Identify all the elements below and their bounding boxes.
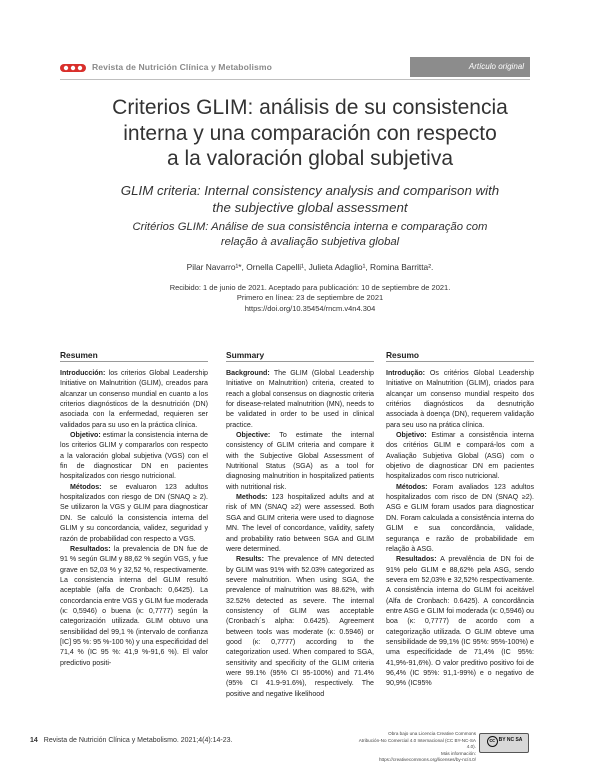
article-type-tag: Artículo original [410, 57, 530, 77]
page-header [60, 57, 530, 83]
license-text [358, 731, 476, 764]
title-portuguese [60, 220, 560, 249]
column-rule [226, 361, 374, 362]
title-en-line: GLIM criteria: Internal consistency analysis and comparison with [120, 183, 500, 198]
license-line: Atribución-No Comercial 4.0 Internacional (CC BY-NC-SA 4.0). [358, 737, 476, 750]
cc-icon: cc [487, 736, 498, 747]
citation: Revista de Nutrición Clínica y Metabolismo. 2021;4(4):14-23. [43, 737, 233, 744]
summary-column: Background: The GLIM (Global Leadership Initiative on Malnutrition) criteria, created to reach a global consensus on diagnostic criteria for disease-related malnutrition (MN), needs to be validated in order to be used in clinical practice. Objective: To estimate the internal consistency of GLIM criteria and compare it with the Subjective Global Assessment of Nutritional Status (SGA) as a tool for diagnosing malnutrition in hospitalized patients with nutritional risk. Methods: 123 hospitalized adults and at risk of MN (SNAQ ≥2) were assessed. Both SGA and GLIM criteria were used to diagnose MN. The level of concordance, validity, safety and probability ratio between SGA and GLIM were determined. Results: The prevalence of MN detected by GLIM was 91% with 52.03% categorized as severe malnutrition. When using SGA, the prevalence of malnutrition was 88.62%, with 32.52% detected as severe. The internal consistency of GLIM was acceptable (Cronbach´s alpha: 0.6425). Agreement between tools was moderate (κ: 0.5946) or good (κ: 0,7777) according to the categorization used. When compared to SGA, sensitivity and specificity of the GLIM criteria were 99.1% (95% CI 95-100%) and 71.4% (95% CI 41.9-91.6%), respectively. The positive and negative likelihood [226, 369, 374, 698]
journal-name: Revista de Nutrición Clínica y Metabolismo [92, 62, 272, 72]
page-number: 14 [30, 737, 38, 744]
journal-logo-icon [60, 61, 86, 75]
resumen-column: Introducción: los criterios Global Leadership Initiative on Malnutrition (GLIM), creados para alcanzar un consenso mundial en cuanto a los criterios diagnósticos de la desnutrición (DN) asociada con la enfermedad, requieren ser validados para su uso en la práctica clínica. Objetivo: estimar la consistencia interna de los criterios GLIM y compararlos con respecto a la valoración global subjetiva (VGS) con el fin de diagnosticar DN en pacientes hospitalizados con riesgo nutricional. Métodos: se evaluaron 123 adultos hospitalizados con riesgo de DN (SNAQ ≥ 2). Se utilizaron la VGS y GLIM para diagnosticar DN. Se calculó la consistencia interna del GLIM y su concordancia, validez, seguridad y razón de probabilidad con respecto a VGS. Resultados: la prevalencia de DN fue de 91 % según GLIM y 88,62 % según VGS, y fue grave en 52,03 % y 32,52 %, respectivamente. La consistencia interna del GLIM resultó aceptable (alfa de Cronbach: 0,6425). La concordancia entre VGS y GLIM fue moderada (κ: 0,5946) o buena (κ: 0,7777) según la categorización utilizada. GLIM obtuvo una sensibilidad del 99,1 % (intervalo de confianza [IC] 95 %: 95 %-100 %) y una especificidad del 71,4 % (IC 95 %: 41,9 %-91,6 %). El valor predictivo positi- [60, 369, 208, 667]
title-pt-line: Critérios GLIM: Análise de sua consistência interna e comparação com [132, 221, 488, 233]
title-es-line: Criterios GLIM: análisis de su consistencia [112, 96, 508, 119]
cc-badge-label: BY NC SA [498, 737, 523, 743]
column-rule [386, 361, 534, 362]
author-list: Pilar Navarro¹*, Ornella Capelli¹, Julieta Adaglio¹, Romina Barritta². [186, 262, 434, 272]
license-line: Obra bajo una Licencia Creative Commons [388, 731, 476, 736]
online-date: Primero en línea: 23 de septiembre de 2021 [236, 293, 384, 303]
doi-link[interactable]: https://doi.org/10.35454/rncm.v4n4.304 [244, 303, 376, 313]
license-link[interactable]: Más información: https://creativecommons.org/licenses/by-nc/4.0/ [378, 750, 476, 763]
publication-dates [60, 283, 560, 314]
title-es-line: a la valoración global subjetiva [166, 147, 453, 170]
resumo-column: Introdução: Os critérios Global Leadership Initiative on Malnutrition (GLIM), criados para alcançar um consenso mundial respeito dos critérios diagnósticos da desnutrição associada à doença (DN), requerem validação para seu uso na prática clínica. Objetivo: Estimar a consistência interna dos critérios GLIM e compará-los com a Avaliação Subjetiva Global (ASG) com o objetivo de diagnosticar DN em pacientes hospitalizados com risco nutricional. Métodos: Foram avaliados 123 adultos hospitalizados com risco de DN (SNAQ ≥2). ASG e GLIM foram usados para diagnosticar DN. Foram calculada a consistência interna do GLIM e sua concordância, validade, segurança e razão de probabilidade em relação à ASG. Resultados: A prevalência de DN foi de 91% pelo GLIM e 88,62% pela ASG, sendo severa em 52,03% e 32,52% respectivamente. A consistência interna do GLIM foi aceitável (Alfa de Cronbach: 0.6425). A concordância entre ASG e GLIM foi moderada (κ: 0,5946) ou boa (κ: 0,7777) de acordo com a categorização utilizada. O GLIM obteve uma sensibilidade de 99,1% (IC 95%: 95%-100%) e uma especificidade de 71,4% (IC 95%: 41,9%-91,6%). O valor preditivo positivo foi de 96,4% (IC 95%: 91,1-99%) e o negativo de 90,9% (IC95% [386, 369, 534, 688]
title-en-line: the subjective global assessment [212, 200, 408, 215]
summary-heading: Summary [226, 350, 265, 360]
title-es-line: interna y una comparación con respecto [123, 121, 497, 145]
title-english [60, 182, 560, 216]
title-pt-line: relação à avaliação subjetiva global [220, 235, 400, 248]
creative-commons-badge-icon[interactable] [479, 733, 529, 753]
resumen-heading: Resumen [60, 350, 98, 360]
header-rule [60, 79, 530, 80]
page-footer [30, 737, 233, 744]
received-accepted-date: Recibido: 1 de junio de 2021. Aceptado para publicación: 10 de septiembre de 2021. [169, 283, 451, 292]
title-spanish [60, 95, 560, 172]
column-rule [60, 361, 208, 362]
resumo-heading: Resumo [386, 350, 420, 360]
